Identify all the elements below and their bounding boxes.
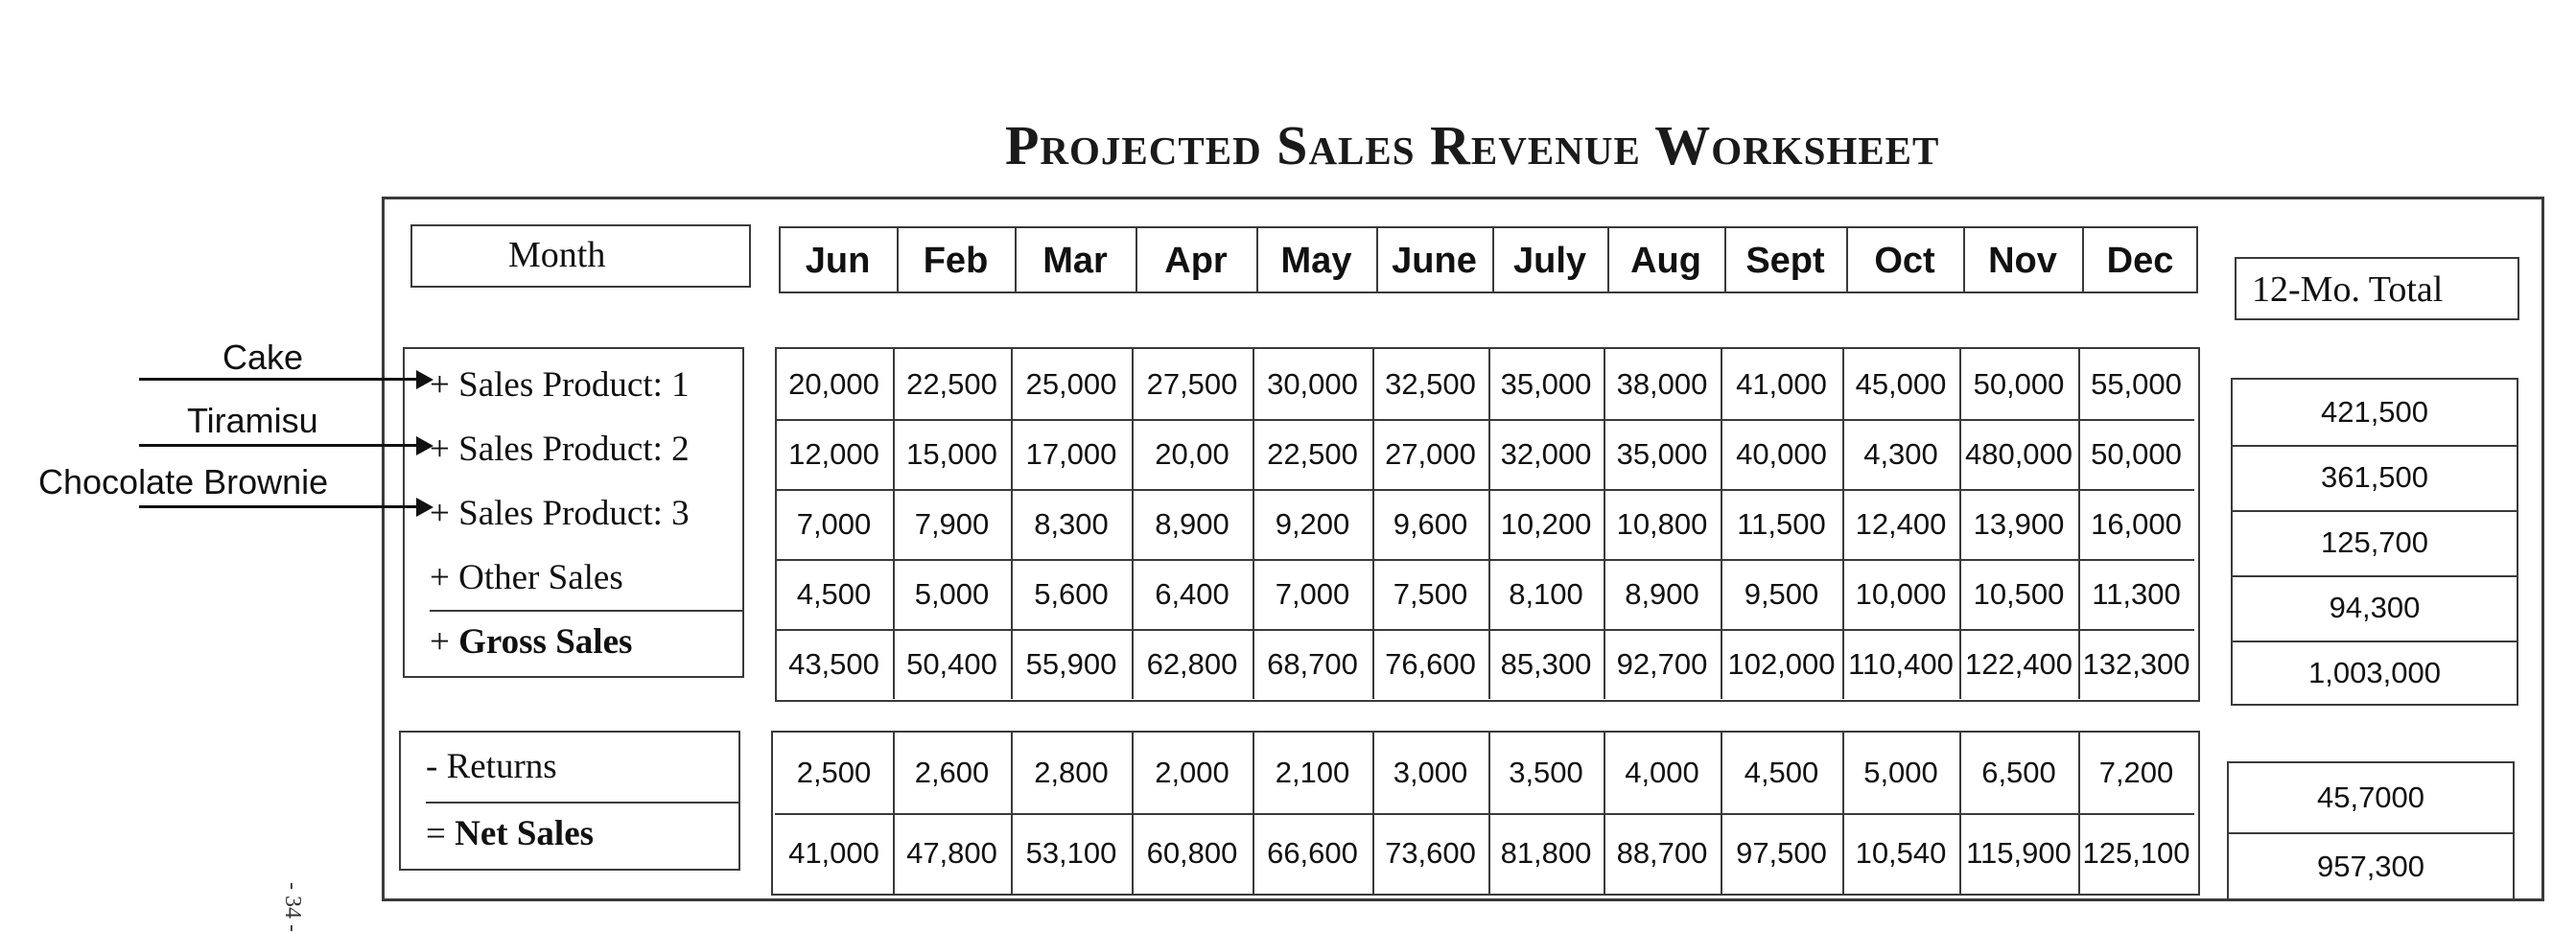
net-cell-r2-c6: 73,600	[1385, 836, 1476, 870]
net-cell-r2-c3: 53,100	[1025, 836, 1117, 870]
net-label-1: - Returns	[426, 747, 557, 786]
month-header: Month	[508, 235, 606, 275]
sales-cell-r1-c3: 25,000	[1025, 366, 1117, 401]
month-header-2: Feb	[923, 240, 989, 281]
sales-col-divider	[1842, 349, 1844, 699]
sales-cell-r4-c12: 11,300	[2092, 576, 2181, 611]
net-cell-r2-c10: 10,540	[1855, 836, 1947, 870]
month-divider	[1256, 228, 1258, 291]
sales-cell-r2-c4: 20,00	[1155, 436, 1229, 471]
net-col-divider	[1488, 733, 1490, 894]
sales-total-4: 94,300	[2329, 591, 2421, 624]
sales-cell-r4-c6: 7,500	[1393, 576, 1468, 611]
net-cell-r1-c11: 6,500	[1981, 756, 2056, 789]
sales-cell-r2-c5: 22,500	[1267, 436, 1358, 471]
sales-cell-r4-c8: 8,900	[1625, 576, 1699, 611]
sales-cell-r1-c8: 38,000	[1616, 366, 1708, 401]
page-title: Projected Sales Revenue Worksheet	[1005, 114, 1940, 176]
net-cell-r1-c2: 2,600	[914, 756, 990, 789]
net-col-divider	[1011, 733, 1013, 894]
sales-cell-r3-c7: 10,200	[1500, 506, 1592, 541]
arrow-chocolate-brownie	[139, 505, 419, 508]
sales-col-divider	[1721, 349, 1722, 699]
sales-row-divider	[775, 559, 2194, 561]
sales-total-1: 421,500	[2320, 395, 2429, 429]
sales-cell-r1-c11: 50,000	[1973, 366, 2065, 401]
sales-cell-r5-c11: 122,400	[1964, 646, 2073, 681]
net-col-divider	[893, 733, 895, 894]
month-header-6: June	[1392, 240, 1477, 281]
net-col-divider	[2078, 733, 2080, 894]
net-cell-r2-c2: 47,800	[906, 836, 997, 870]
sales-cell-r4-c2: 5,000	[914, 576, 990, 611]
sales-cell-r5-c9: 102,000	[1727, 646, 1836, 681]
sales-cell-r4-c4: 6,400	[1155, 576, 1229, 611]
sales-cell-r3-c11: 13,900	[1973, 506, 2065, 541]
sales-col-divider	[893, 349, 895, 699]
sales-cell-r5-c1: 43,500	[788, 646, 879, 681]
sales-cell-r3-c9: 11,500	[1737, 506, 1826, 541]
month-header-3: Mar	[1042, 240, 1108, 281]
sales-total-divider	[2231, 641, 2518, 642]
net-total-1: 45,7000	[2316, 781, 2425, 814]
sales-total-divider	[2231, 445, 2518, 447]
sales-row-divider	[775, 489, 2194, 491]
net-col-divider	[1842, 733, 1844, 894]
net-cell-r2-c7: 81,800	[1500, 836, 1592, 870]
month-header-5: May	[1280, 240, 1352, 281]
sales-cell-r4-c7: 8,100	[1509, 576, 1583, 611]
month-header-12: Dec	[2106, 240, 2174, 281]
month-divider	[1015, 228, 1017, 291]
sales-cell-r1-c9: 41,000	[1736, 366, 1827, 401]
sales-cell-r2-c7: 32,000	[1500, 436, 1592, 471]
month-divider	[897, 228, 899, 291]
sales-cell-r1-c12: 55,000	[2091, 366, 2182, 401]
net-cell-r1-c6: 3,000	[1393, 756, 1468, 789]
sales-row-divider	[775, 419, 2194, 421]
month-divider	[1376, 228, 1378, 291]
sales-cell-r5-c5: 68,700	[1267, 646, 1358, 681]
net-col-divider	[1253, 733, 1254, 894]
net-col-divider	[1959, 733, 1961, 894]
month-header-1: Jun	[805, 240, 871, 281]
sales-cell-r1-c1: 20,000	[788, 366, 879, 401]
net-cell-r2-c9: 97,500	[1736, 836, 1827, 870]
net-cell-r2-c5: 66,600	[1267, 836, 1358, 870]
net-col-divider	[1372, 733, 1374, 894]
annotation-cake: Cake	[222, 338, 304, 377]
net-cell-r1-c9: 4,500	[1744, 756, 1819, 789]
net-cell-r1-c1: 2,500	[796, 756, 872, 789]
sales-cell-r2-c3: 17,000	[1025, 436, 1117, 471]
net-cell-r2-c11: 115,900	[1966, 836, 2072, 870]
sales-cell-r3-c6: 9,600	[1393, 506, 1468, 541]
sales-cell-r4-c10: 10,000	[1855, 576, 1947, 611]
net-label-2: = Net Sales	[426, 814, 595, 853]
arrow-head-tiramisu	[416, 436, 433, 455]
sales-cell-r3-c4: 8,900	[1155, 506, 1229, 541]
sales-cell-r1-c4: 27,500	[1146, 366, 1238, 401]
sales-col-divider	[1253, 349, 1254, 699]
month-divider	[1492, 228, 1494, 291]
sales-cell-r2-c9: 40,000	[1736, 436, 1827, 471]
sales-label-3: + Sales Product: 3	[430, 494, 690, 533]
sales-cell-r3-c8: 10,800	[1616, 506, 1708, 541]
sales-cell-r1-c6: 32,500	[1385, 366, 1476, 401]
sales-col-divider	[1372, 349, 1374, 699]
month-header-4: Apr	[1164, 240, 1228, 281]
sales-cell-r1-c10: 45,000	[1855, 366, 1947, 401]
arrow-head-chocolate-brownie	[416, 498, 433, 517]
page-number: - 34 -	[280, 882, 305, 932]
sales-col-divider	[1604, 349, 1605, 699]
sales-cell-r3-c1: 7,000	[796, 506, 872, 541]
sales-cell-r4-c1: 4,500	[796, 576, 872, 611]
net-cell-r1-c4: 2,000	[1155, 756, 1229, 789]
sales-cell-r2-c6: 27,000	[1385, 436, 1476, 471]
sales-cell-r2-c10: 4,300	[1863, 436, 1938, 471]
month-divider	[1607, 228, 1609, 291]
sales-total-5: 1,003,000	[2308, 656, 2441, 689]
net-col-divider	[1604, 733, 1605, 894]
month-divider	[1724, 228, 1726, 291]
sales-cell-r5-c12: 132,300	[2082, 646, 2190, 681]
sales-cell-r4-c5: 7,000	[1275, 576, 1350, 611]
sales-cell-r3-c3: 8,300	[1034, 506, 1109, 541]
net-cell-r1-c12: 7,200	[2098, 756, 2174, 789]
total-header: 12-Mo. Total	[2252, 269, 2444, 310]
net-cell-r1-c5: 2,100	[1275, 756, 1350, 789]
arrow-cake	[139, 378, 419, 381]
sales-total-divider	[2231, 510, 2518, 512]
net-cell-r1-c3: 2,800	[1034, 756, 1109, 789]
sales-cell-r1-c2: 22,500	[906, 366, 997, 401]
net-total-2: 957,300	[2316, 850, 2425, 883]
month-divider	[1136, 228, 1137, 291]
net-cell-r2-c8: 88,700	[1616, 836, 1708, 870]
sales-label-5: + Gross Sales	[430, 622, 633, 662]
sales-cell-r2-c2: 15,000	[906, 436, 997, 471]
sales-total-2: 361,500	[2320, 460, 2429, 494]
net-label-divider	[426, 802, 738, 804]
net-cell-r1-c7: 3,500	[1509, 756, 1583, 789]
sales-cell-r4-c9: 9,500	[1744, 576, 1819, 611]
sales-cell-r5-c4: 62,800	[1146, 646, 1238, 681]
net-cell-r1-c10: 5,000	[1863, 756, 1938, 789]
net-cell-r1-c8: 4,000	[1625, 756, 1699, 789]
arrow-tiramisu	[139, 444, 419, 447]
sales-cell-r4-c3: 5,600	[1034, 576, 1109, 611]
sales-cell-r2-c1: 12,000	[788, 436, 879, 471]
sales-label-2: + Sales Product: 2	[430, 430, 690, 469]
month-header-9: Sept	[1745, 240, 1825, 281]
sales-col-divider	[1488, 349, 1490, 699]
sales-cell-r1-c7: 35,000	[1500, 366, 1592, 401]
sales-cell-r5-c6: 76,600	[1385, 646, 1476, 681]
net-col-divider	[1132, 733, 1134, 894]
month-header-8: Aug	[1630, 240, 1701, 281]
month-header-11: Nov	[1988, 240, 2057, 281]
sales-cell-r5-c8: 92,700	[1616, 646, 1708, 681]
net-col-divider	[1721, 733, 1722, 894]
sales-cell-r1-c5: 30,000	[1267, 366, 1358, 401]
sales-cell-r3-c5: 9,200	[1275, 506, 1350, 541]
month-header-10: Oct	[1874, 240, 1935, 281]
net-cell-r2-c1: 41,000	[788, 836, 879, 870]
sales-cell-r5-c2: 50,400	[906, 646, 997, 681]
sales-total-divider	[2231, 575, 2518, 577]
sales-label-4: + Other Sales	[430, 558, 623, 597]
month-divider	[1963, 228, 1965, 291]
annotation-tiramisu: Tiramisu	[187, 401, 318, 440]
sales-cell-r5-c10: 110,400	[1848, 646, 1954, 681]
net-cell-r2-c12: 125,100	[2082, 836, 2190, 870]
month-divider	[2082, 228, 2084, 291]
arrow-head-cake	[416, 370, 433, 389]
sales-cell-r2-c11: 480,000	[1964, 436, 2073, 471]
sales-cell-r3-c10: 12,400	[1855, 506, 1947, 541]
sales-cell-r3-c12: 16,000	[2091, 506, 2182, 541]
sales-cell-r3-c2: 7,900	[914, 506, 990, 541]
sales-col-divider	[1959, 349, 1961, 699]
net-total-divider	[2227, 832, 2515, 834]
sales-cell-r2-c12: 50,000	[2091, 436, 2182, 471]
annotation-chocolate-brownie: Chocolate Brownie	[38, 462, 329, 501]
month-divider	[1846, 228, 1848, 291]
sales-col-divider	[1132, 349, 1134, 699]
sales-cell-r4-c11: 10,500	[1973, 576, 2065, 611]
sales-cell-r5-c3: 55,900	[1025, 646, 1117, 681]
sales-cell-r2-c8: 35,000	[1616, 436, 1708, 471]
net-cell-r2-c4: 60,800	[1146, 836, 1238, 870]
month-header-7: July	[1512, 240, 1587, 281]
sales-total-3: 125,700	[2320, 525, 2429, 559]
sales-col-divider	[1011, 349, 1013, 699]
sales-label-1: + Sales Product: 1	[430, 365, 690, 405]
sales-row-divider	[775, 629, 2194, 631]
sales-col-divider	[2078, 349, 2080, 699]
net-row-divider	[775, 813, 2194, 815]
sales-cell-r5-c7: 85,300	[1500, 646, 1592, 681]
sales-label-divider	[430, 610, 742, 612]
